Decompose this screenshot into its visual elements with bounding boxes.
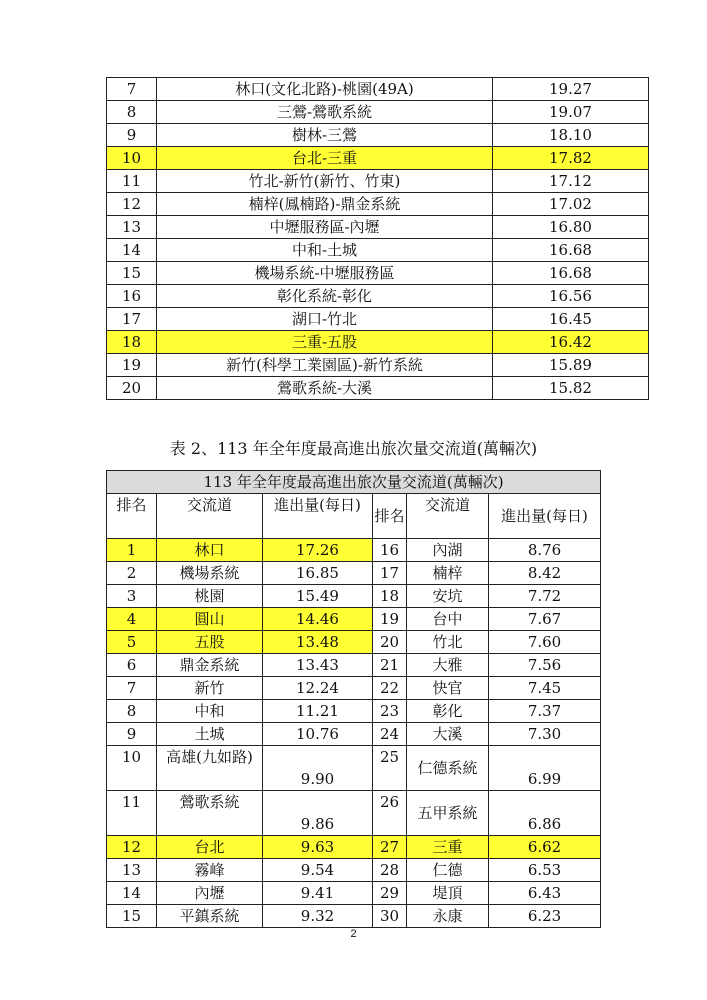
rank-cell: 19 (373, 608, 407, 631)
table2-title: 113 年全年度最高進出旅次量交流道(萬輛次) (107, 471, 601, 494)
table-row (107, 677, 601, 700)
interchange-cell: 大雅 (407, 654, 489, 677)
rank-cell: 1 (107, 539, 157, 562)
rank-cell: 14 (107, 239, 157, 262)
table-row (107, 377, 649, 400)
rank-cell: 26 (373, 791, 407, 836)
rank-cell: 20 (107, 377, 157, 400)
table2-header-row (107, 494, 601, 539)
route-cell: 中和-土城 (157, 239, 493, 262)
rank-cell: 29 (373, 882, 407, 905)
interchange-cell: 仁德 (407, 859, 489, 882)
header-rank-2: 排名 (373, 494, 407, 539)
volume-cell: 9.41 (263, 882, 373, 905)
table-row (107, 836, 601, 859)
interchange-cell: 三重 (407, 836, 489, 859)
rank-cell: 18 (373, 585, 407, 608)
value-cell: 15.89 (493, 354, 649, 377)
route-cell: 楠梓(鳳楠路)-鼎金系統 (157, 193, 493, 216)
route-cell: 鶯歌系統-大溪 (157, 377, 493, 400)
volume-cell: 13.48 (263, 631, 373, 654)
volume-cell: 6.86 (489, 791, 601, 836)
volume-cell: 16.85 (263, 562, 373, 585)
value-cell: 16.68 (493, 262, 649, 285)
rank-cell: 11 (107, 791, 157, 836)
volume-cell: 9.54 (263, 859, 373, 882)
rank-cell: 27 (373, 836, 407, 859)
rank-cell: 17 (107, 308, 157, 331)
rank-cell: 7 (107, 78, 157, 101)
interchange-cell: 霧峰 (157, 859, 263, 882)
interchange-cell: 五股 (157, 631, 263, 654)
route-cell: 三重-五股 (157, 331, 493, 354)
interchange-cell: 堤頂 (407, 882, 489, 905)
rank-cell: 8 (107, 700, 157, 723)
rank-cell: 4 (107, 608, 157, 631)
value-cell: 16.45 (493, 308, 649, 331)
route-cell: 機場系統-中壢服務區 (157, 262, 493, 285)
rank-cell: 18 (107, 331, 157, 354)
volume-cell: 9.63 (263, 836, 373, 859)
volume-cell: 6.23 (489, 905, 601, 928)
table-row (107, 308, 649, 331)
rank-cell: 13 (107, 859, 157, 882)
rank-cell: 6 (107, 654, 157, 677)
table-row (107, 608, 601, 631)
interchange-cell: 彰化 (407, 700, 489, 723)
table-row (107, 170, 649, 193)
volume-cell: 9.90 (263, 746, 373, 791)
route-cell: 林口(文化北路)-桃園(49A) (157, 78, 493, 101)
interchange-cell: 鼎金系統 (157, 654, 263, 677)
table-row (107, 654, 601, 677)
value-cell: 19.07 (493, 101, 649, 124)
table-row (107, 124, 649, 147)
route-cell: 新竹(科學工業園區)-新竹系統 (157, 354, 493, 377)
table-row (107, 331, 649, 354)
header-interchange: 交流道 (157, 494, 263, 539)
rank-cell: 19 (107, 354, 157, 377)
table-row (107, 859, 601, 882)
interchange-cell: 新竹 (157, 677, 263, 700)
rank-cell: 7 (107, 677, 157, 700)
value-cell: 16.80 (493, 216, 649, 239)
header-interchange-2: 交流道 (407, 494, 489, 539)
volume-cell: 14.46 (263, 608, 373, 631)
rank-cell: 12 (107, 836, 157, 859)
volume-cell: 6.53 (489, 859, 601, 882)
volume-cell: 13.43 (263, 654, 373, 677)
volume-cell: 6.62 (489, 836, 601, 859)
value-cell: 16.56 (493, 285, 649, 308)
table-row (107, 101, 649, 124)
table2-caption: 表 2、113 年全年度最高進出旅次量交流道(萬輛次) (169, 439, 538, 458)
volume-cell: 8.76 (489, 539, 601, 562)
interchange-cell: 林口 (157, 539, 263, 562)
table-row (107, 354, 649, 377)
rank-cell: 8 (107, 101, 157, 124)
rank-cell: 17 (373, 562, 407, 585)
interchange-cell: 仁德系統 (407, 746, 489, 791)
volume-cell: 15.49 (263, 585, 373, 608)
value-cell: 19.27 (493, 78, 649, 101)
table-row (107, 285, 649, 308)
rank-cell: 9 (107, 124, 157, 147)
table-row (107, 723, 601, 746)
table-row (107, 216, 649, 239)
route-ranking-body (107, 78, 649, 400)
interchange-cell: 中和 (157, 700, 263, 723)
interchange-ranking-table (106, 470, 601, 928)
volume-cell: 11.21 (263, 700, 373, 723)
volume-cell: 12.24 (263, 677, 373, 700)
value-cell: 17.82 (493, 147, 649, 170)
rank-cell: 10 (107, 147, 157, 170)
value-cell: 15.82 (493, 377, 649, 400)
route-cell: 三鶯-鶯歌系統 (157, 101, 493, 124)
volume-cell: 10.76 (263, 723, 373, 746)
rank-cell: 16 (107, 285, 157, 308)
rank-cell: 14 (107, 882, 157, 905)
rank-cell: 23 (373, 700, 407, 723)
value-cell: 17.02 (493, 193, 649, 216)
table-row (107, 239, 649, 262)
rank-cell: 20 (373, 631, 407, 654)
value-cell: 16.68 (493, 239, 649, 262)
rank-cell: 10 (107, 746, 157, 791)
value-cell: 16.42 (493, 331, 649, 354)
table-row (107, 539, 601, 562)
volume-cell: 17.26 (263, 539, 373, 562)
value-cell: 18.10 (493, 124, 649, 147)
interchange-ranking-body (107, 539, 601, 928)
volume-cell: 9.32 (263, 905, 373, 928)
route-cell: 湖口-竹北 (157, 308, 493, 331)
rank-cell: 5 (107, 631, 157, 654)
volume-cell: 7.56 (489, 654, 601, 677)
rank-cell: 9 (107, 723, 157, 746)
interchange-cell: 楠梓 (407, 562, 489, 585)
interchange-cell: 五甲系統 (407, 791, 489, 836)
rank-cell: 3 (107, 585, 157, 608)
volume-cell: 7.72 (489, 585, 601, 608)
header-rank: 排名 (107, 494, 157, 539)
interchange-cell: 平鎮系統 (157, 905, 263, 928)
table-row (107, 147, 649, 170)
interchange-cell: 土城 (157, 723, 263, 746)
table-row (107, 700, 601, 723)
route-cell: 台北-三重 (157, 147, 493, 170)
table-row (107, 882, 601, 905)
rank-cell: 22 (373, 677, 407, 700)
header-volume: 進出量(每日) (263, 494, 373, 539)
route-ranking-table (106, 77, 649, 400)
volume-cell: 6.43 (489, 882, 601, 905)
route-cell: 彰化系統-彰化 (157, 285, 493, 308)
interchange-cell: 大溪 (407, 723, 489, 746)
volume-cell: 7.60 (489, 631, 601, 654)
page-number: 2 (350, 928, 357, 940)
volume-cell: 7.67 (489, 608, 601, 631)
interchange-cell: 竹北 (407, 631, 489, 654)
table-row (107, 193, 649, 216)
route-cell: 中壢服務區-內壢 (157, 216, 493, 239)
interchange-cell: 高雄(九如路) (157, 746, 263, 791)
table-row (107, 746, 601, 791)
interchange-cell: 機場系統 (157, 562, 263, 585)
interchange-cell: 永康 (407, 905, 489, 928)
route-cell: 竹北-新竹(新竹、竹東) (157, 170, 493, 193)
rank-cell: 30 (373, 905, 407, 928)
volume-cell: 7.45 (489, 677, 601, 700)
interchange-cell: 鶯歌系統 (157, 791, 263, 836)
table-row (107, 905, 601, 928)
table2-title-row (107, 471, 601, 494)
volume-cell: 7.30 (489, 723, 601, 746)
rank-cell: 11 (107, 170, 157, 193)
interchange-cell: 內壢 (157, 882, 263, 905)
interchange-cell: 圓山 (157, 608, 263, 631)
rank-cell: 15 (107, 905, 157, 928)
rank-cell: 16 (373, 539, 407, 562)
interchange-cell: 台中 (407, 608, 489, 631)
rank-cell: 24 (373, 723, 407, 746)
volume-cell: 6.99 (489, 746, 601, 791)
table-row (107, 631, 601, 654)
volume-cell: 9.86 (263, 791, 373, 836)
table-row (107, 585, 601, 608)
volume-cell: 7.37 (489, 700, 601, 723)
rank-cell: 25 (373, 746, 407, 791)
interchange-cell: 桃園 (157, 585, 263, 608)
table-row (107, 262, 649, 285)
rank-cell: 28 (373, 859, 407, 882)
table-row (107, 78, 649, 101)
header-volume-2: 進出量(每日) (489, 494, 601, 539)
rank-cell: 15 (107, 262, 157, 285)
interchange-cell: 快官 (407, 677, 489, 700)
interchange-cell: 台北 (157, 836, 263, 859)
rank-cell: 21 (373, 654, 407, 677)
rank-cell: 13 (107, 216, 157, 239)
value-cell: 17.12 (493, 170, 649, 193)
rank-cell: 12 (107, 193, 157, 216)
table-row (107, 791, 601, 836)
rank-cell: 2 (107, 562, 157, 585)
route-cell: 樹林-三鶯 (157, 124, 493, 147)
interchange-cell: 內湖 (407, 539, 489, 562)
table-row (107, 562, 601, 585)
volume-cell: 8.42 (489, 562, 601, 585)
interchange-cell: 安坑 (407, 585, 489, 608)
